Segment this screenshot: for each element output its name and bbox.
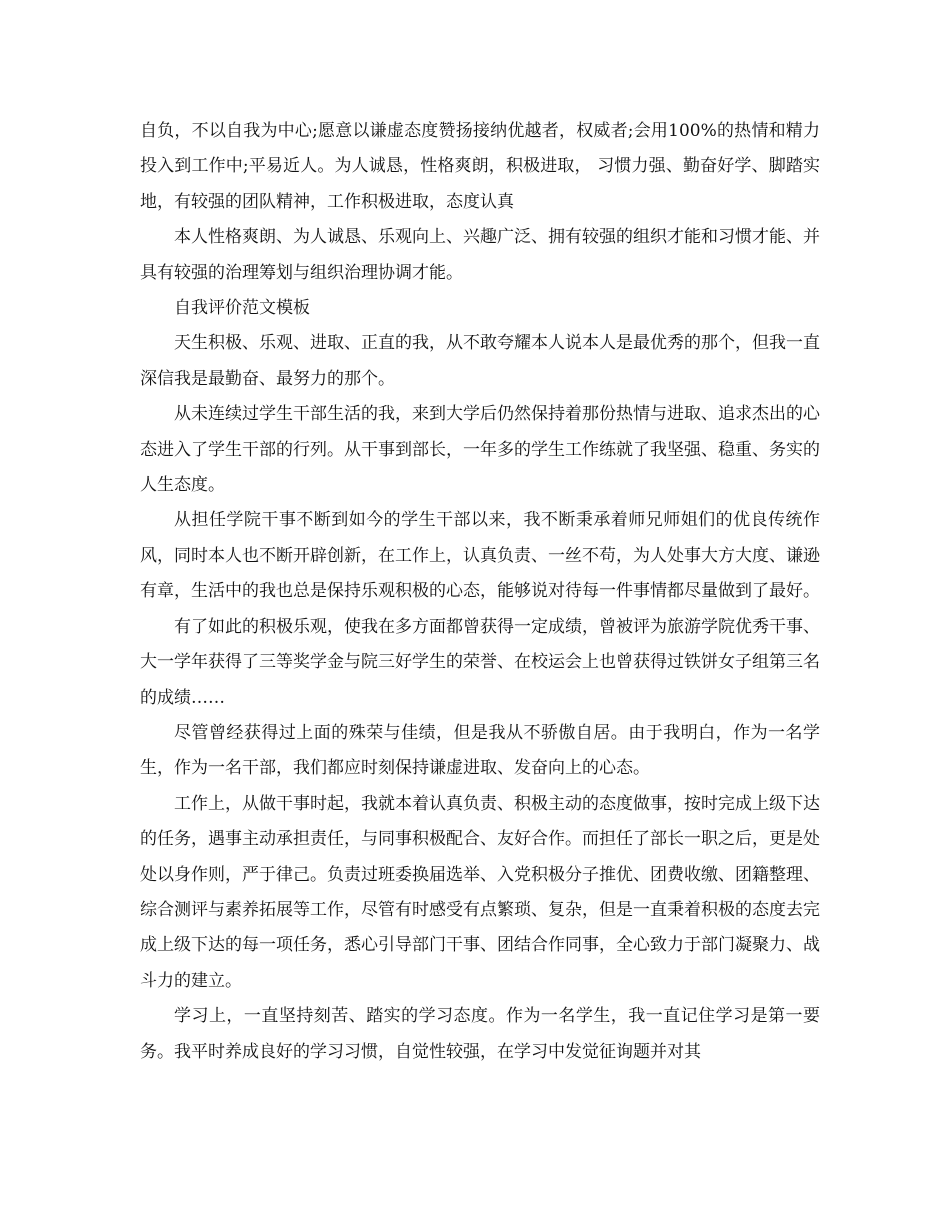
paragraph-4: 天生积极、乐观、进取、正直的我，从不敢夸耀本人说本人是最优秀的那个，但我一直深信我是最勤奋、最努力的那个。 [140, 333, 820, 389]
paragraph-9: 工作上，从做干事时起，我就本着认真负责、积极主动的态度做事，按时完成上级下达的任务，遇事主动承担责任，与同事积极配合、友好合作。而担任了部长一职之后，更是处处以身作则，严于律己。负责过班委换届选举、入党积极分子推优、团费收缴、团籍整理、综合测评与素养拓展等工作，尽管有时感受有点繁琐、复杂，但是一直秉着积极的态度去完成上级下达的每一项任务，悉心引导部门干事、团结合作同事，全心致力于部门凝聚力、战斗力的建立。 [140, 793, 820, 991]
paragraph-6: 从担任学院干事不断到如今的学生干部以来，我不断秉承着师兄师姐们的优良传统作风，同时本人也不断开辟创新，在工作上，认真负责、一丝不苟，为人处事大方大度、谦逊有章，生活中的我也总是保持乐观积极的心态，能够说对待每一件事情都尽量做到了最好。 [140, 510, 820, 602]
paragraph-10: 学习上，一直坚持刻苦、踏实的学习态度。作为一名学生，我一直记住学习是第一要务。我平时养成良好的学习习惯，自觉性较强，在学习中发觉征询题并对其 [140, 1006, 820, 1062]
paragraph-5: 从未连续过学生干部生活的我，来到大学后仍然保持着那份热情与进取、追求杰出的心态进入了学生干部的行列。从干事到部长，一年多的学生工作练就了我坚强、稳重、务实的人生态度。 [140, 404, 820, 496]
section-heading: 自我评价范文模板 [174, 298, 310, 319]
paragraph-1: 自负，不以自我为中心;愿意以谦虚态度赞扬接纳优越者，权威者;会用100%的热情和精力投入到工作中;平易近人。为人诚恳，性格爽朗，积极进取， 习惯力强、勤奋好学、脚踏实地，有较强的团队精神，工作积极进取，态度认真 [140, 121, 820, 212]
paragraph-2: 本人性格爽朗、为人诚恳、乐观向上、兴趣广泛、拥有较强的组织才能和习惯才能、并具有较强的治理筹划与组织治理协调才能。 [140, 227, 820, 283]
paragraph-8: 尽管曾经获得过上面的殊荣与佳绩，但是我从不骄傲自居。由于我明白，作为一名学生，作为一名干部，我们都应时刻保持谦虚进取、发奋向上的心态。 [140, 722, 820, 779]
document-body [140, 114, 820, 1070]
paragraph-7: 有了如此的积极乐观，使我在多方面都曾获得一定成绩，曾被评为旅游学院优秀干事、大一学年获得了三等奖学金与院三好学生的荣誉、在校运会上也曾获得过铁饼女子组第三名的成绩…… [140, 616, 820, 708]
